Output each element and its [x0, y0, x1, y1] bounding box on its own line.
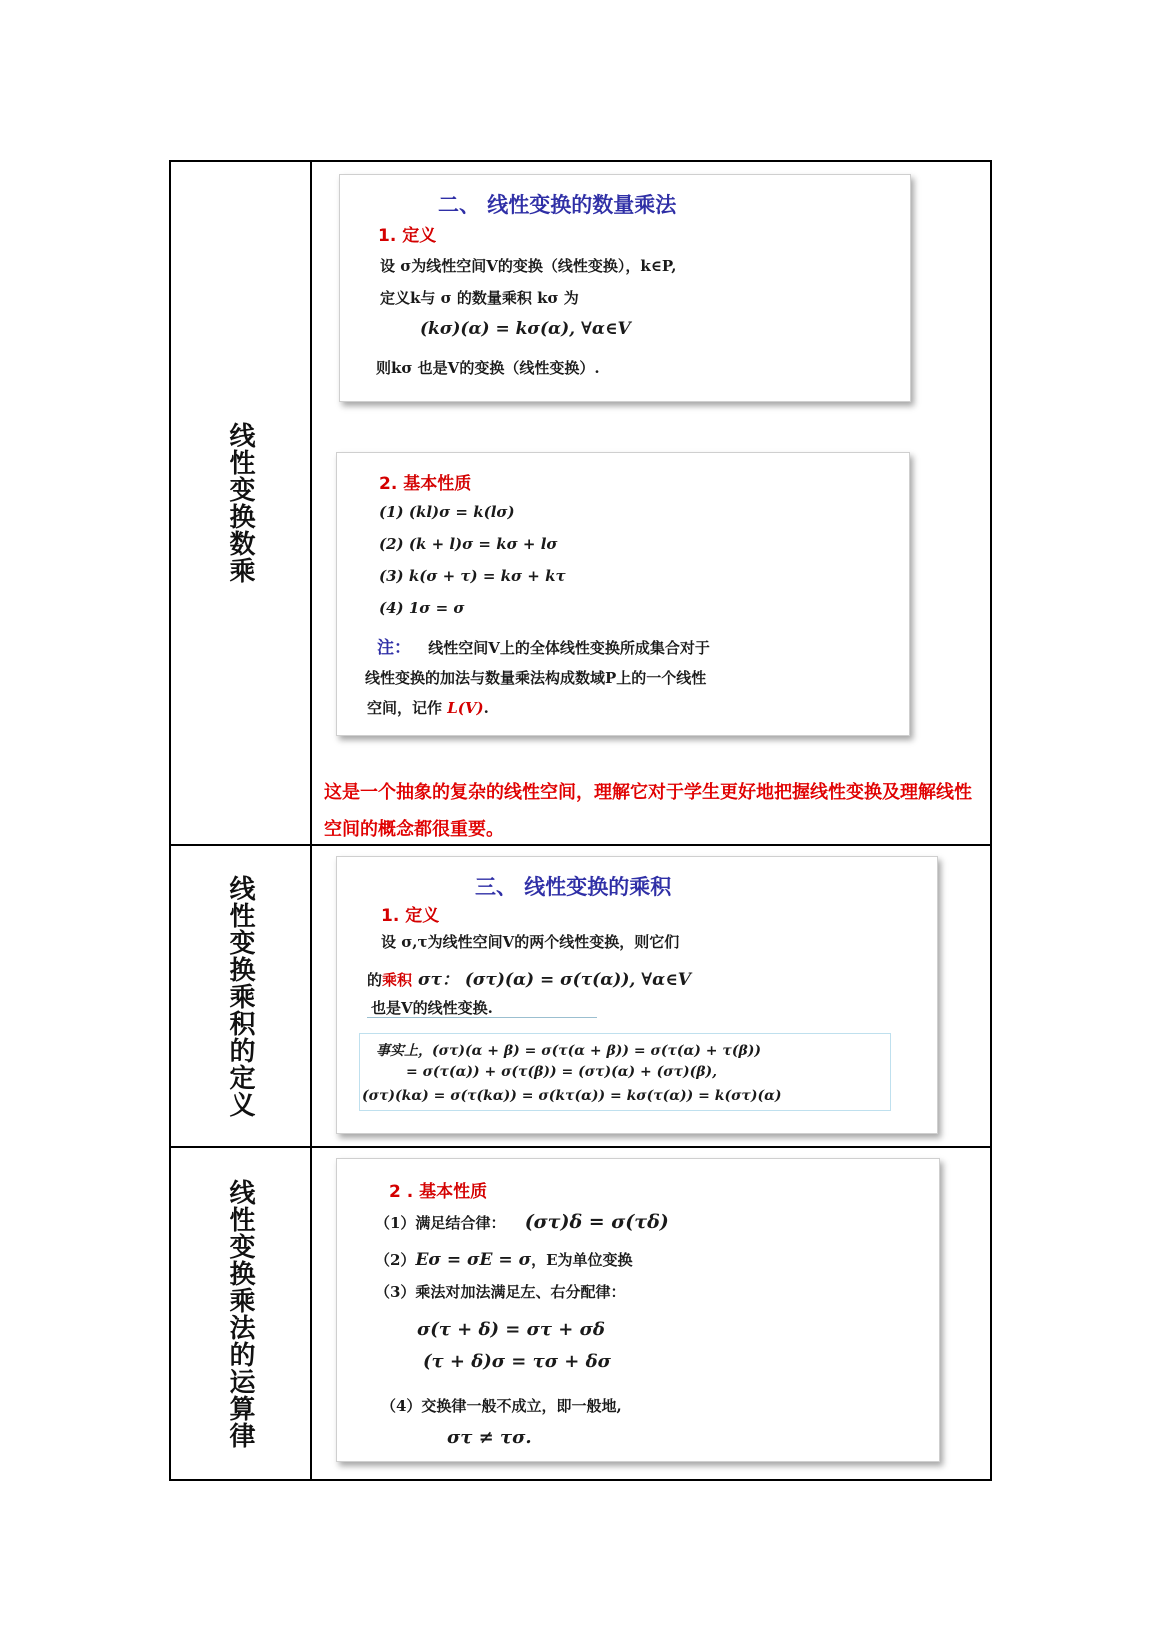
law-2 [375, 1249, 633, 1270]
property-4: (4) 1σ = σ [379, 599, 465, 617]
slide-scalar-properties [336, 452, 910, 736]
property-1: (1) (kl)σ = k(lσ) [379, 503, 515, 521]
definition-line-3: 也是V的线性变换. [371, 999, 493, 1017]
definition-line-1: 设 σ为线性空间V的变换（线性变换），k∈P, [380, 257, 677, 275]
row-content-cell [312, 846, 990, 1146]
note-text-3: 空间，记作 [367, 699, 448, 717]
product-keyword: 乘积 [382, 971, 413, 989]
note-text-1: 线性空间V上的全体线性变换所成集合对于 [428, 639, 710, 657]
definition-line-2: 定义k与 σ 的数量乘积 kσ 为 [380, 289, 579, 307]
proof-line-3: (στ)(kα) = σ(τ(kα)) = σ(kτ(α)) = kσ(τ(α)) = k(στ)(α) [362, 1088, 782, 1104]
row-content-cell [312, 162, 990, 844]
note-period: . [483, 699, 489, 717]
row-label-text: 线性变换乘法的运算律 [225, 1178, 255, 1449]
slide-title: 三、 线性变换的乘积 [475, 875, 672, 899]
proof-line-1: 事实上，(στ)(α + β) = σ(τ(α + β)) = σ(τ(α) + τ(β)) [376, 1043, 761, 1059]
note-line-3 [367, 697, 489, 718]
law-1-formula: (στ)δ = σ(τδ) [524, 1211, 669, 1233]
definition-line-2-prefix: 的 [367, 971, 383, 989]
table-row-scalar-multiplication [171, 162, 990, 844]
slide-product-laws [336, 1158, 940, 1462]
note-line-2: 线性变换的加法与数量乘法构成数域P上的一个线性 [365, 669, 707, 687]
law-3-formula-left: σ(τ + δ) = στ + σδ [417, 1319, 605, 1340]
note-space-symbol: L(V) [447, 699, 484, 717]
properties-heading: 2 . 基本性质 [389, 1182, 488, 1202]
slide-product-definition [336, 856, 938, 1134]
product-formula: στ： (στ)(α) = σ(τ(α)), ∀α∈V [412, 970, 691, 990]
definition-line-2 [367, 965, 691, 990]
row-label-cell [171, 1148, 312, 1479]
definition-formula: (kσ)(α) = kσ(α), ∀α∈V [420, 319, 631, 339]
note-label: 注： [377, 638, 411, 658]
proof-line-2: = σ(τ(α)) + σ(τ(β)) = (στ)(α) + (στ)(β), [406, 1064, 718, 1080]
row-label-text: 线性变换数乘 [225, 422, 255, 584]
law-2-text: ，E为单位变换 [531, 1251, 633, 1269]
row-content-cell [312, 1148, 990, 1479]
underline-decoration [367, 1017, 597, 1018]
table-row-product-definition [171, 844, 990, 1146]
definition-line-3: 则kσ 也是V的变换（线性变换）. [376, 359, 600, 377]
law-3: （3）乘法对加法满足左、右分配律： [375, 1283, 626, 1301]
law-4-formula: στ ≠ τσ. [447, 1427, 532, 1448]
property-3: (3) k(σ + τ) = kσ + kτ [379, 567, 566, 585]
law-2-label: （2） [375, 1251, 416, 1269]
slide-title: 二、 线性变换的数量乘法 [438, 193, 677, 217]
law-4: （4）交换律一般不成立，即一般地, [381, 1397, 622, 1415]
document-table [169, 160, 992, 1481]
row-label-cell [171, 846, 312, 1146]
properties-heading: 2. 基本性质 [379, 474, 472, 494]
definition-line-1: 设 σ,τ为线性空间V的两个线性变换，则它们 [381, 933, 680, 951]
property-2: (2) (k + l)σ = kσ + lσ [379, 535, 558, 553]
note-line-1 [377, 633, 710, 658]
definition-heading: 1. 定义 [378, 226, 437, 246]
table-row-product-laws [171, 1146, 990, 1479]
row-label-cell [171, 162, 312, 844]
row-label-text: 线性变换乘积的定义 [225, 874, 255, 1118]
law-1 [375, 1211, 669, 1233]
slide-scalar-definition [339, 174, 911, 402]
teacher-red-note: 这是一个抽象的复杂的线性空间，理解它对于学生更好地把握线性变换及理解线性空间的概念都很重要。 [324, 782, 972, 840]
law-3-formula-right: (τ + δ)σ = τσ + δσ [423, 1351, 611, 1372]
law-2-formula: Eσ = σE = σ [415, 1250, 532, 1270]
law-1-text: （1）满足结合律： [375, 1214, 506, 1232]
proof-box [359, 1033, 891, 1111]
definition-heading: 1. 定义 [381, 906, 440, 926]
